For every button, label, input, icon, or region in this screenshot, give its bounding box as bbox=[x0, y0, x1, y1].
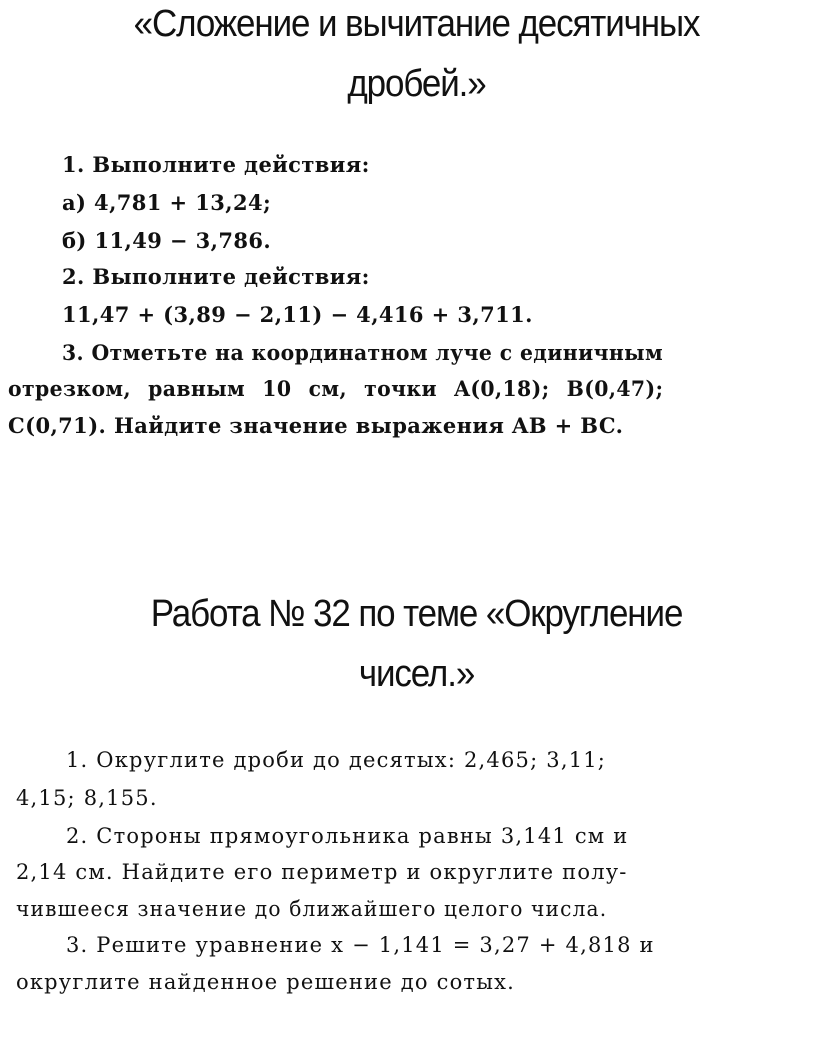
section1-title-line2: дробей.» bbox=[347, 63, 486, 105]
task1-heading: 1. Выполните действия: bbox=[62, 152, 370, 177]
round-task2-line3: чившееся значение до ближайшего целого числа. bbox=[16, 897, 608, 921]
round-task3-line2: округлите найденное решение до сотых. bbox=[16, 970, 516, 994]
round-task2-line2: 2,14 см. Найдите его периметр и округлите полу- bbox=[16, 860, 628, 884]
task3-line3: C(0,71). Найдите значение выражения AB + BC. bbox=[8, 413, 624, 438]
round-task1-line2: 4,15; 8,155. bbox=[16, 786, 158, 810]
task2-expression: 11,47 + (3,89 − 2,11) − 4,416 + 3,711. bbox=[62, 302, 533, 327]
round-task3-line1: 3. Решите уравнение x − 1,141 = 3,27 + 4,818 и bbox=[66, 933, 655, 957]
section2-title bbox=[33, 584, 799, 704]
task3-line2: отрезком, равным 10 см, точки A(0,18); B(0,47); bbox=[8, 376, 664, 401]
task3-line1: 3. Отметьте на координатном луче с единичным bbox=[62, 340, 664, 365]
section1-title-line1: «Сложение и вычитание десятичных bbox=[133, 3, 700, 45]
task1-part-b: б) 11,49 − 3,786. bbox=[62, 228, 272, 253]
task1-part-a: а) 4,781 + 13,24; bbox=[62, 190, 272, 215]
task2-heading: 2. Выполните действия: bbox=[62, 264, 370, 289]
round-task2-line1: 2. Стороны прямоугольника равны 3,141 см и bbox=[66, 824, 629, 848]
section1-title bbox=[33, 0, 799, 114]
round-task1-line1: 1. Округлите дроби до десятых: 2,465; 3,11; bbox=[66, 748, 607, 772]
section2-title-line2: чисел.» bbox=[358, 653, 475, 695]
section2-title-line1: Работа № 32 по теме «Округление bbox=[150, 593, 683, 635]
